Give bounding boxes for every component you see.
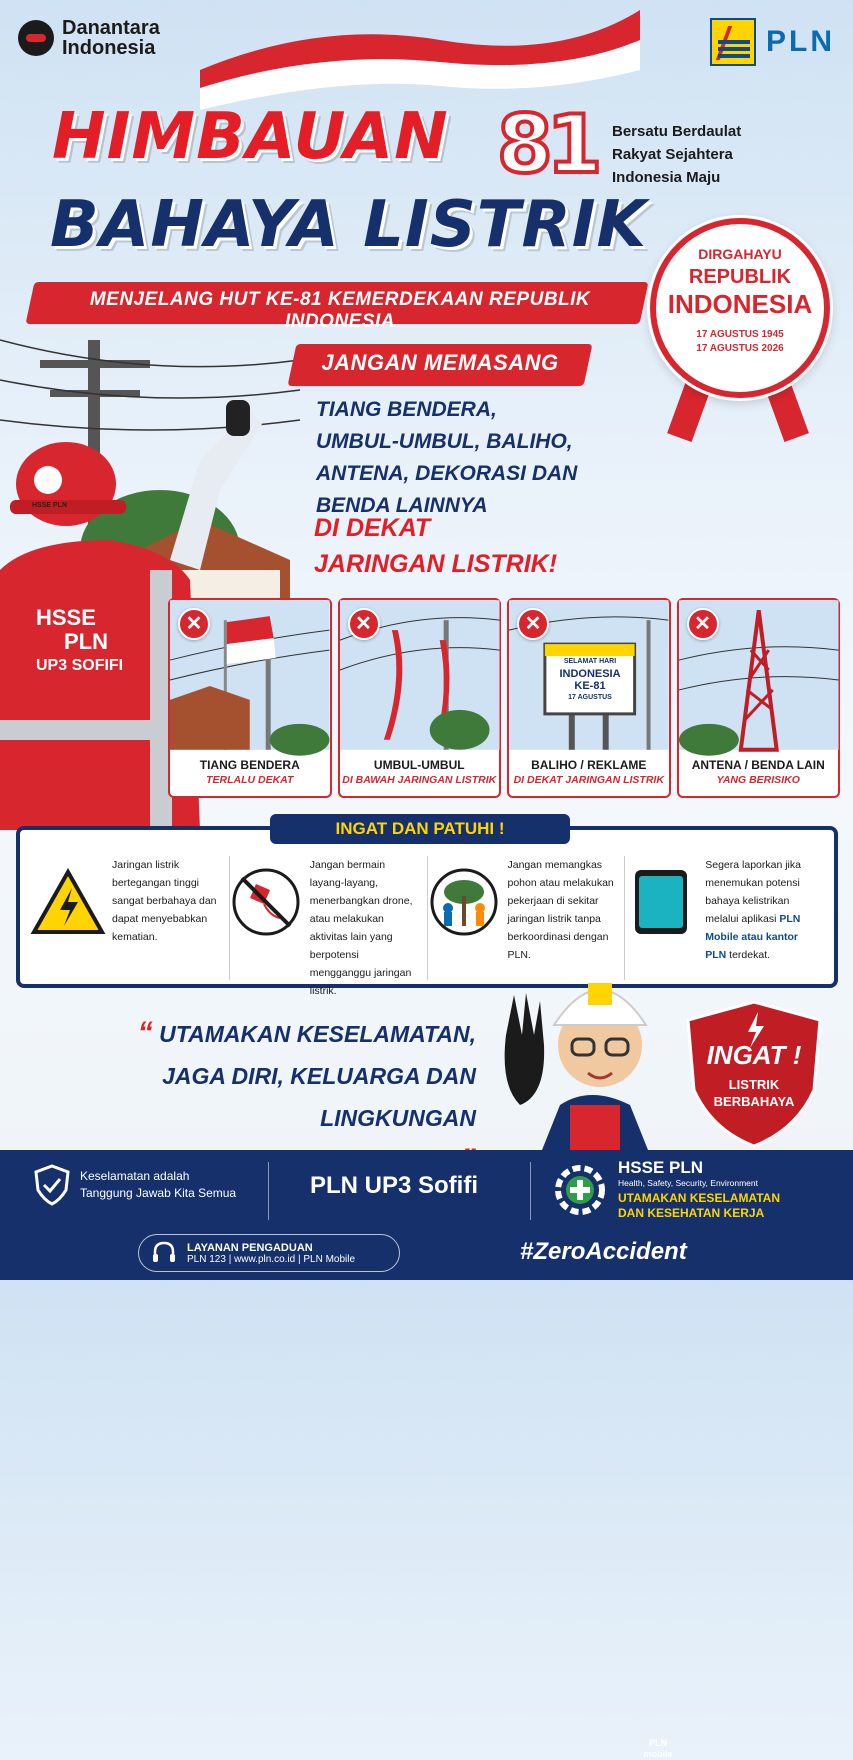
near-network-warning: DI DEKAT JARINGAN LISTRIK!	[314, 514, 558, 578]
card-umbul-umbul: ✕ UMBUL-UMBUL DI BAWAH JARINGAN LISTRIK	[338, 598, 502, 798]
close-icon: ✕	[178, 608, 210, 640]
pln-mascot-illustration	[500, 955, 680, 1155]
footer-divider	[530, 1162, 531, 1220]
card-billboard: SELAMAT HARI INDONESIA KE-81 17 AGUSTUS ✕ BALIHO / REKLAME DI DEKAT JARINGAN LISTRIK	[507, 598, 671, 798]
shield-check-icon	[34, 1164, 70, 1206]
pln-logo-text: PLN	[766, 25, 835, 58]
footer-unit-name: PLN UP3 Sofifi	[309, 1172, 478, 1199]
title-line2: BAHAYA LISTRIK	[50, 188, 648, 262]
pln-lightning-icon	[710, 18, 756, 66]
billboard-text: SELAMAT HARI INDONESIA KE-81 17 AGUSTUS	[559, 658, 621, 701]
ingat-tab: INGAT DAN PATUHI !	[270, 814, 570, 844]
flag-ribbon	[200, 0, 640, 110]
pln-logo	[710, 18, 835, 66]
tip-no-kite: Jangan bermain layang-layang, menerbangkan drone, atau melakukan aktivitas lain yang berpotensi mengganggu jaringan listrik.	[230, 856, 428, 980]
phone-app-label: PLN mobile	[643, 1738, 673, 1759]
danantara-line1: Danantara	[62, 17, 160, 39]
complaint-service[interactable]: LAYANAN PENGADUAN PLN 123 | www.pln.co.id | PLN Mobile	[138, 1234, 400, 1272]
badge-title: INGAT !	[706, 1040, 802, 1070]
safety-quote: “ UTAMAKAN KESELAMATAN, JAGA DIRI, KELUARGA DAN LINGKUNGAN	[137, 1016, 476, 1131]
dirgahayu-medal: DIRGAHAYU REPUBLIK INDONESIA 17 AGUSTUS 1945 17 AGUSTUS 2026	[650, 218, 830, 398]
danantara-logo	[18, 18, 160, 58]
tip-report: PLN mobile Segera laporkan jika menemukan potensi bahaya kelistrikan melalui aplikasi PLN Mobile atau kantor PLN terdekat.	[625, 856, 822, 980]
high-voltage-icon	[32, 866, 104, 938]
prohibited-items: TIANG BENDERA, UMBUL-UMBUL, BALIHO, ANTENA, DEKORASI DAN BENDA LAINNYA	[316, 398, 578, 517]
hsse-block: HSSE PLN Health, Safety, Security, Environment UTAMAKAN KESELAMATAN DAN KESEHATAN KERJA	[552, 1158, 780, 1221]
close-icon: ✕	[348, 608, 380, 640]
title-line1: HIMBAUAN	[52, 100, 449, 174]
close-icon: ✕	[517, 608, 549, 640]
phone-app-icon	[625, 866, 697, 938]
hut-motto: Bersatu Berdaulat Rakyat Sejahtera Indonesia Maju	[612, 123, 742, 186]
hsse-gear-icon	[552, 1162, 608, 1218]
helmet-text: HSSE PLN	[32, 502, 68, 509]
hut-81-logo: 81	[497, 98, 597, 191]
tip-high-voltage: Jaringan listrik bertegangan tinggi sangat berbahaya dan dapat menyebabkan kematian.	[32, 856, 230, 980]
zero-accident-hashtag: #ZeroAccident	[520, 1238, 687, 1265]
warning-shield-badge	[686, 1000, 822, 1148]
headset-icon	[151, 1240, 177, 1266]
danantara-line2: Indonesia	[62, 37, 156, 59]
jangan-memasang-heading: JANGAN MEMASANG	[321, 350, 559, 375]
prohibited-cards	[168, 598, 840, 798]
no-kite-icon	[230, 866, 302, 938]
vest-text: HSSE PLN UP3 SOFIFI	[36, 605, 124, 674]
footer-slogan: Keselamatan adalah Tanggung Jawab Kita Semua	[34, 1164, 236, 1206]
danantara-mark-icon	[18, 20, 54, 56]
badge-subtitle: LISTRIK BERBAHAYA	[713, 1077, 795, 1109]
card-flagpole: ✕ TIANG BENDERA TERLALU DEKAT	[168, 598, 332, 798]
subtitle-text: MENJELANG HUT KE-81 KEMERDEKAAN REPUBLIK INDONESIA	[89, 289, 591, 332]
card-antenna: ✕ ANTENA / BENDA LAIN YANG BERISIKO	[677, 598, 841, 798]
close-icon: ✕	[687, 608, 719, 640]
tree-trimming-icon	[428, 866, 500, 938]
tip-tree-trimming: Jangan memangkas pohon atau melakukan pekerjaan di sekitar jaringan listrik tanpa berkoordinasi dengan PLN.	[428, 856, 626, 980]
